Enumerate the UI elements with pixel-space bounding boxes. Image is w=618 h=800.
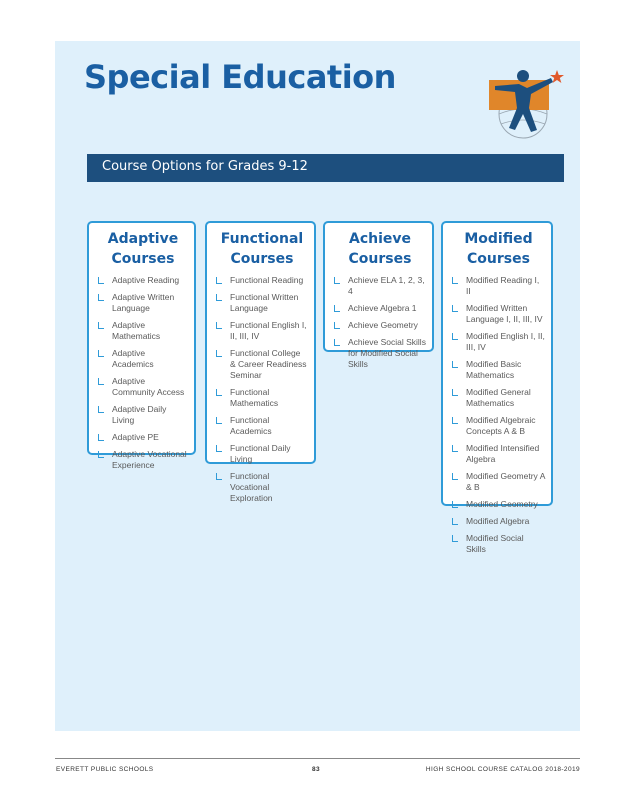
- box-heading-line2: Courses: [348, 251, 412, 267]
- check-icon: [334, 339, 340, 346]
- box-heading-line2: Courses: [230, 251, 294, 267]
- course-item: [216, 443, 308, 465]
- course-item-label: Modified Intensified Algebra: [466, 443, 540, 464]
- course-item-label: Achieve Social Skills for Modified Social Skills: [348, 337, 426, 369]
- check-icon: [98, 378, 104, 385]
- check-icon: [334, 305, 340, 312]
- check-icon: [452, 535, 458, 542]
- course-item-label: Functional Mathematics: [230, 387, 279, 408]
- check-icon: [216, 322, 222, 329]
- adaptive-courses-box: [87, 221, 196, 470]
- check-icon: [98, 451, 104, 458]
- check-icon: [452, 445, 458, 452]
- box-heading-line1: Adaptive: [107, 231, 179, 247]
- course-item-label: Adaptive Daily Living: [112, 404, 167, 425]
- course-item: [452, 359, 545, 381]
- course-item-label: Modified Algebraic Concepts A & B: [466, 415, 536, 436]
- course-item-label: Modified English I, II, III, IV: [466, 331, 545, 352]
- check-icon: [98, 434, 104, 441]
- course-item: [334, 275, 426, 297]
- check-icon: [452, 333, 458, 340]
- course-item: [216, 387, 308, 409]
- check-icon: [98, 406, 104, 413]
- course-item-label: Achieve ELA 1, 2, 3, 4: [348, 275, 425, 296]
- course-item: [452, 415, 545, 437]
- check-icon: [98, 350, 104, 357]
- course-item: [334, 320, 426, 331]
- course-item-label: Functional College & Career Readiness Seminar: [230, 348, 307, 380]
- course-item: [216, 415, 308, 437]
- check-icon: [452, 361, 458, 368]
- course-item-label: Achieve Geometry: [348, 320, 418, 330]
- course-item: [98, 449, 188, 471]
- check-icon: [452, 389, 458, 396]
- course-item: [98, 404, 188, 426]
- check-icon: [452, 417, 458, 424]
- course-item-label: Functional Academics: [230, 415, 272, 436]
- course-item: [216, 275, 308, 286]
- course-item: [216, 471, 308, 504]
- course-item: [216, 348, 308, 381]
- course-item: [334, 303, 426, 314]
- modified-courses-box: [441, 221, 553, 554]
- course-item-label: Adaptive Written Language: [112, 292, 175, 313]
- footer-left: EVERETT PUBLIC SCHOOLS: [56, 766, 154, 773]
- course-item: [216, 292, 308, 314]
- course-item: [452, 387, 545, 409]
- course-item-label: Functional Reading: [230, 275, 304, 285]
- check-icon: [98, 322, 104, 329]
- course-item-label: Adaptive Reading: [112, 275, 180, 285]
- course-item-label: Modified Basic Mathematics: [466, 359, 522, 380]
- box-heading-line1: Functional: [220, 231, 304, 247]
- course-item: [452, 331, 545, 353]
- check-icon: [452, 518, 458, 525]
- course-item: [98, 432, 188, 443]
- box-heading: [452, 229, 545, 269]
- course-item-label: Functional Vocational Exploration: [230, 471, 273, 503]
- check-icon: [452, 305, 458, 312]
- course-item-label: Adaptive Vocational Experience: [112, 449, 187, 470]
- check-icon: [334, 322, 340, 329]
- check-icon: [452, 501, 458, 508]
- box-heading-line1: Achieve: [348, 231, 411, 247]
- course-item: [452, 443, 545, 465]
- course-item-label: Adaptive Academics: [112, 348, 154, 369]
- course-item-label: Adaptive Mathematics: [112, 320, 161, 341]
- course-item: [98, 348, 188, 370]
- course-item: [216, 320, 308, 342]
- footer-divider: [55, 758, 580, 759]
- course-item-label: Functional Written Language: [230, 292, 299, 313]
- check-icon: [216, 473, 222, 480]
- course-item: [452, 471, 545, 493]
- check-icon: [216, 445, 222, 452]
- footer-right: HIGH SCHOOL COURSE CATALOG 2018-2019: [425, 766, 580, 773]
- check-icon: [98, 277, 104, 284]
- check-icon: [452, 473, 458, 480]
- check-icon: [216, 417, 222, 424]
- check-icon: [216, 294, 222, 301]
- check-icon: [98, 294, 104, 301]
- course-item-label: Modified Algebra: [466, 516, 530, 526]
- course-item: [452, 499, 545, 510]
- course-item: [98, 275, 188, 286]
- box-heading-line1: Modified: [464, 231, 533, 247]
- box-heading: [334, 229, 426, 269]
- box-heading-line2: Courses: [467, 251, 530, 267]
- banner-text: Course Options for Grades 9-12: [102, 159, 308, 174]
- check-icon: [452, 277, 458, 284]
- course-item-label: Modified Social Skills: [466, 533, 524, 554]
- box-heading: [216, 229, 308, 269]
- course-item-label: Achieve Algebra 1: [348, 303, 417, 313]
- section-banner: [87, 154, 564, 182]
- course-item: [452, 303, 545, 325]
- course-item-label: Adaptive PE: [112, 432, 159, 442]
- course-item: [452, 275, 545, 297]
- course-item: [98, 292, 188, 314]
- check-icon: [334, 277, 340, 284]
- course-item: [98, 320, 188, 342]
- page-title: Special Education: [84, 58, 396, 96]
- box-heading-line2: Courses: [111, 251, 175, 267]
- course-item: [334, 337, 426, 370]
- district-logo-icon: [485, 64, 565, 144]
- course-item: [98, 376, 188, 398]
- functional-courses-box: [205, 221, 316, 503]
- check-icon: [216, 277, 222, 284]
- box-heading: [98, 229, 188, 269]
- course-item-label: Adaptive Community Access: [112, 376, 185, 397]
- course-item: [452, 516, 545, 527]
- course-item: [452, 533, 545, 555]
- course-item-label: Functional English I, II, III, IV: [230, 320, 307, 341]
- course-item-label: Modified Geometry: [466, 499, 538, 509]
- achieve-courses-box: [323, 221, 434, 369]
- footer-page-number: 83: [312, 766, 321, 773]
- course-item-label: Functional Daily Living: [230, 443, 291, 464]
- check-icon: [216, 389, 222, 396]
- course-item-label: Modified Geometry A & B: [466, 471, 545, 492]
- check-icon: [216, 350, 222, 357]
- course-item-label: Modified General Mathematics: [466, 387, 531, 408]
- course-item-label: Modified Reading I, II: [466, 275, 540, 296]
- course-item-label: Modified Written Language I, II, III, IV: [466, 303, 543, 324]
